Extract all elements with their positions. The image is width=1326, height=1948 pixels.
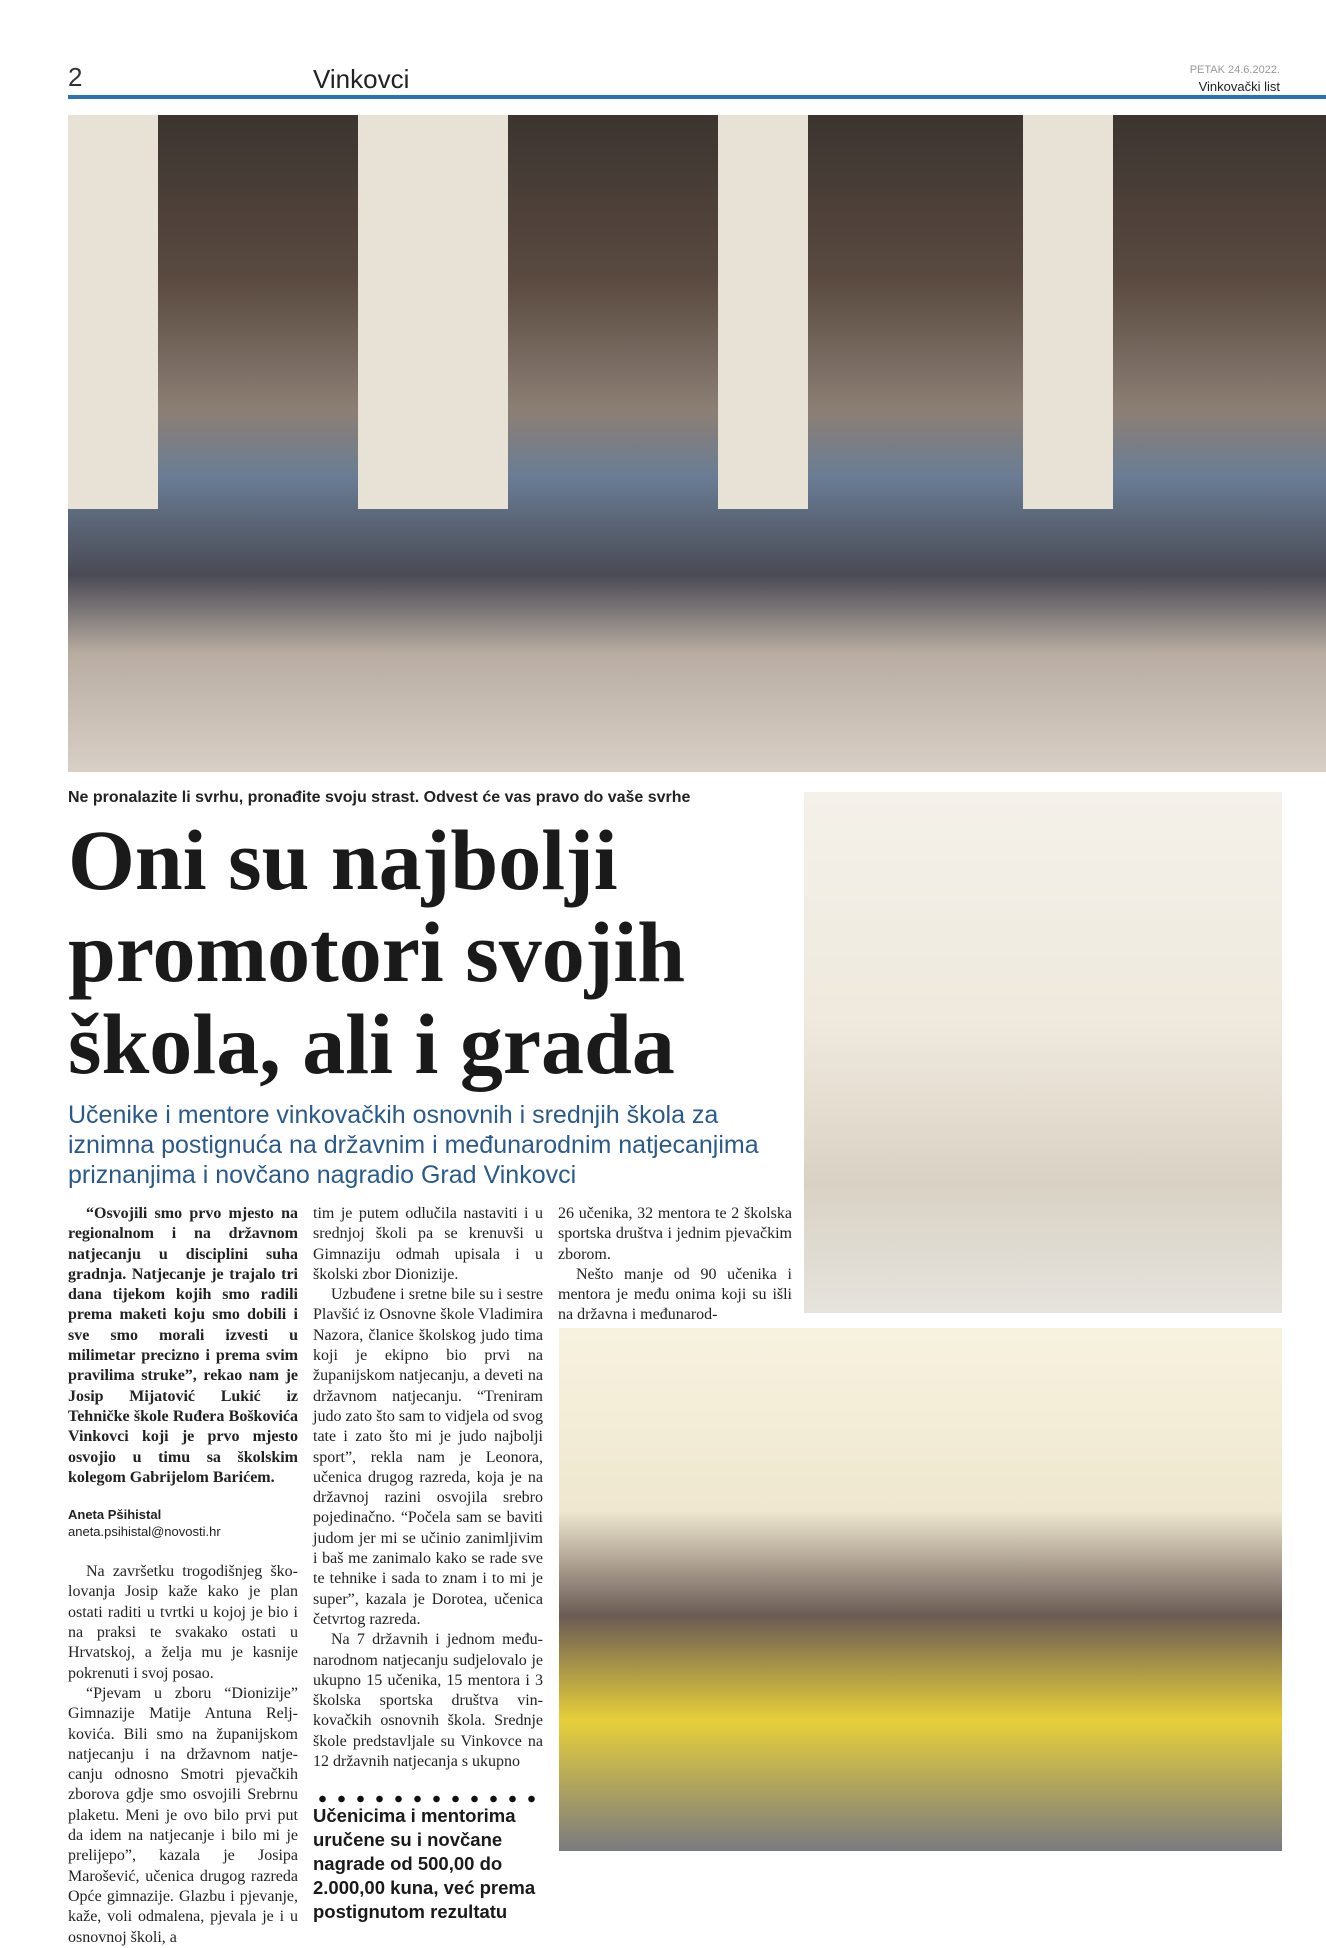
author-email[interactable]: aneta.psihistal@novosti.hr (68, 1524, 221, 1540)
column-3 (558, 1204, 792, 1326)
column-2 (313, 1204, 543, 1924)
body-paragraph: 26 učenika, 32 mentora te 2 školska sportska društva i jednim pjevačkim zborom. (558, 1205, 792, 1263)
newspaper-name: Vinkovački list (1198, 79, 1280, 94)
body-paragraph: Na 7 državnih i jednom međunarodnom natjecanju sudjelovalo je ukupno 15 učenika, 15 mentora i 3 školska sportska društva vinkovačkih osnovnih škola. Srednje škole predstavljale su Vinkovce na 12 državnih natjecanja s ukupno (313, 1631, 543, 1771)
group-photo (68, 115, 1326, 772)
issue-date: PETAK 24.6.2022. (1189, 64, 1280, 76)
subheadline: Učenike i mentore vinkovačkih osnovnih i srednjih škola za iznimna postignuća na državnim i međunarodnim natjecanjima priznanjima i novčano nagradio Grad Vinkovci (68, 1101, 759, 1189)
headline: Oni su najbolji promotori svojih škola, ali i grada (68, 812, 686, 1092)
author-name: Aneta Pšihistal (68, 1507, 162, 1523)
body-paragraph: tim je putem odlučila nastaviti i u srednjoj školi pa se krenuvši u Gimnaziju odmah upisala i u školski zbor Dionizije. (313, 1205, 543, 1283)
lead-paragraph: “Osvojili smo prvo mjesto na regionalnom i na državnom natjecanju u disciplini suha gradnja. Natjecanje je trajalo tri dana tijekom kojih smo radili prema maketi koju smo dobili i sve smo morali izvesti u milimetar precizno i prema svim pravilima struke”, rekao nam je Josip Mijatović Lukić iz Tehničke škole Ruđera Boškovića Vinkovci koji je prvo mjesto osvojio u timu sa školskim kolegom Gabrijelom Barićem. (68, 1205, 298, 1486)
dotted-divider (313, 1794, 543, 1804)
header-rule (68, 95, 1326, 99)
article (68, 788, 792, 1948)
body-paragraph: “Pjevam u zboru “Dionizije” Gimnazije Matije Antuna Reljkovića. Bili smo na županijskom natjecanju i na državnom natjecanju odnosno Smotri pjevačkih zborova gdje smo osvojili Srebrnu plaketu. Meni je ovo bilo prvi put da idem na natjecanje i bilo mi je prelijepo”, kazala je Josipa Marošević, učenica drugog razreda Opće gimnazije. Glazbu i pjevanje, kaže, voli odmalena, pjevala je i u osnovnoj školi, a (68, 1684, 298, 1946)
pull-quote: Učenicima i mentorima uručene su i novčane nagrade od 500,00 do 2.000,00 kuna, već prema postignutom rezultatu (313, 1805, 536, 1923)
body-paragraph: Uzbuđene i sretne bile su i sestre Plavšić iz Osnovne škole Vladimira Nazora, članice školskog judo tima koji je ekipno bio prvi na županijskom natjecanju, a deveti na državnom natjecanju. “Treniram judo zato što sam to vidjela od svog tate i zato što mi je judo najbolji sport”, rekla nam je Leonora, učenica drugog razreda, koja je na državnoj razini osvojila srebro pojedinačno. “Počela sam se baviti judom jer mi se učinio zanimljivim i baš me zanimalo kako se rade sve te tehnike i sada to znam i to mi je super”, kazala je Dorotea, učenica četvrtog razreda. (313, 1286, 543, 1628)
kicker: Ne pronalazite li svrhu, pronađite svoju strast. Odvest će vas pravo do vaše svrhe (68, 789, 691, 806)
page-number: 2 (68, 62, 83, 92)
article-columns (68, 1204, 792, 1948)
body-paragraph: Nešto manje od 90 učenika i mentora je među onima koji su išli na državna i međunarod- (558, 1265, 792, 1324)
award-handover-photo (804, 792, 1282, 1313)
body-paragraph: Na završetku trogodišnjeg školovanja Josip kaže kako je plan ostati raditi u tvrtki u kojoj je bio i na praksi te svakako ostati u Hrvatskoj, a želja mu je kasnije pokrenuti i svoj posao. (68, 1563, 298, 1682)
section-title: Vinkovci (313, 64, 410, 94)
column-1 (68, 1204, 298, 1948)
